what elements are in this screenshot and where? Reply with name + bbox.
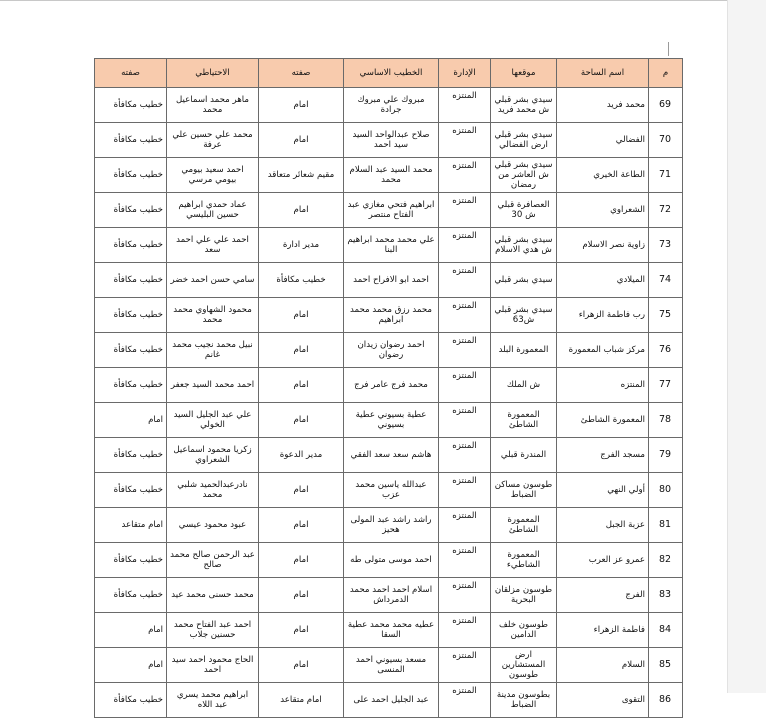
cell-main-preacher: عطيه محمد محمد عطية السقا (344, 613, 439, 648)
cell-backup: سامي حسن احمد خضر (167, 263, 259, 298)
cell-dept: المنتزه (439, 508, 491, 543)
cell-main-role: امام (259, 298, 344, 333)
table-row (95, 508, 683, 543)
crop-mark (668, 42, 669, 56)
cell-backup-role: خطيب مكافأة (95, 578, 167, 613)
cell-main-preacher: محمد فرج عامر فرج (344, 368, 439, 403)
cell-mosque: رب فاطمة الزهراء (557, 298, 649, 333)
cell-location: المعمورة الشاطئ (491, 508, 557, 543)
cell-main-preacher: عبد الجليل احمد على (344, 683, 439, 718)
cell-main-preacher: احمد رضوان زيدان رضوان (344, 333, 439, 368)
cell-dept: المنتزه (439, 123, 491, 158)
cell-backup: عماد حمدي ابراهيم حسين البليسي (167, 193, 259, 228)
cell-main-role: مدير ادارة (259, 228, 344, 263)
cell-backup-role: امام متقاعد (95, 508, 167, 543)
cell-main-role: امام (259, 403, 344, 438)
cell-num: 75 (649, 298, 683, 333)
cell-num: 78 (649, 403, 683, 438)
cell-dept: المنتزه (439, 158, 491, 193)
cell-main-role: مقيم شعائر متعاقد (259, 158, 344, 193)
cell-dept: المنتزه (439, 228, 491, 263)
cell-backup: احمد عبد الفتاح محمد حسنين جلاب (167, 613, 259, 648)
cell-num: 86 (649, 683, 683, 718)
cell-main-preacher: احمد موسى متولى طه (344, 543, 439, 578)
cell-main-role: خطيب مكافأة (259, 263, 344, 298)
cell-backup: محمود الشهاوي محمد محمد (167, 298, 259, 333)
header-mosque: اسم الساحة (557, 59, 649, 88)
cell-num: 73 (649, 228, 683, 263)
cell-dept: المنتزه (439, 683, 491, 718)
cell-backup-role: خطيب مكافأة (95, 88, 167, 123)
table-row (95, 613, 683, 648)
header-backup: الاحتياطي (167, 59, 259, 88)
cell-num: 84 (649, 613, 683, 648)
cell-mosque: أولي النهي (557, 473, 649, 508)
cell-main-role: امام (259, 368, 344, 403)
cell-backup-role: خطيب مكافأة (95, 193, 167, 228)
cell-num: 82 (649, 543, 683, 578)
header-location: موقعها (491, 59, 557, 88)
cell-location: طوسون مزلقان البحرية (491, 578, 557, 613)
cell-backup-role: خطيب مكافأة (95, 263, 167, 298)
cell-dept: المنتزه (439, 543, 491, 578)
cell-backup: زكريا محمود اسماعيل الشعراوي (167, 438, 259, 473)
cell-num: 85 (649, 648, 683, 683)
cell-main-role: امام (259, 333, 344, 368)
cell-main-preacher: مسعد بسيوني احمد المنسى (344, 648, 439, 683)
header-dept: الإدارة (439, 59, 491, 88)
cell-location: سيدي بشر قبلي ش هدي الاسلام (491, 228, 557, 263)
cell-mosque: زاوية نصر الاسلام (557, 228, 649, 263)
cell-backup-role: خطيب مكافأة (95, 158, 167, 193)
cell-mosque: الشعراوي (557, 193, 649, 228)
cell-backup: علي عبد الجليل السيد الخولي (167, 403, 259, 438)
cell-location: بطوسون مدينة الضباط (491, 683, 557, 718)
cell-backup-role: خطيب مكافأة (95, 438, 167, 473)
cell-backup-role: امام (95, 648, 167, 683)
cell-mosque: محمد فريد (557, 88, 649, 123)
cell-main-preacher: اسلام احمد احمد محمد الدمرداش (344, 578, 439, 613)
cell-num: 72 (649, 193, 683, 228)
cell-backup-role: خطيب مكافأة (95, 298, 167, 333)
cell-mosque: الفضالي (557, 123, 649, 158)
cell-mosque: المعمورة الشاطئ (557, 403, 649, 438)
table-row (95, 88, 683, 123)
cell-dept: المنتزه (439, 333, 491, 368)
cell-num: 71 (649, 158, 683, 193)
cell-num: 81 (649, 508, 683, 543)
cell-backup: نادرعبدالحميد شلبي محمد (167, 473, 259, 508)
table-row (95, 578, 683, 613)
cell-main-preacher: هاشم سعد سعد الفقي (344, 438, 439, 473)
header-backup-role: صفته (95, 59, 167, 88)
cell-backup-role: خطيب مكافأة (95, 333, 167, 368)
table-row (95, 543, 683, 578)
cell-location: طوسون خلف الدامين (491, 613, 557, 648)
cell-backup: محمد علي حسين علي عرفة (167, 123, 259, 158)
cell-main-role: امام (259, 578, 344, 613)
cell-backup-role: امام (95, 403, 167, 438)
table-row (95, 438, 683, 473)
cell-backup: احمد محمد السيد جعفر (167, 368, 259, 403)
cell-main-role: مدير الدعوة (259, 438, 344, 473)
cell-backup-role: خطيب مكافأة (95, 543, 167, 578)
cell-main-role: امام (259, 88, 344, 123)
cell-location: سيدي بشر قبلي ش العاشر من رمضان (491, 158, 557, 193)
cell-location: سيدي بشر قبلي ش63 (491, 298, 557, 333)
cell-mosque: التقوى (557, 683, 649, 718)
cell-dept: المنتزه (439, 578, 491, 613)
cell-num: 76 (649, 333, 683, 368)
cell-mosque: المنتزه (557, 368, 649, 403)
cell-backup: الحاج محمود احمد سيد احمد (167, 648, 259, 683)
cell-dept: المنتزه (439, 368, 491, 403)
cell-mosque: الفرج (557, 578, 649, 613)
table-row (95, 298, 683, 333)
cell-mosque: فاطمة الزهراء (557, 613, 649, 648)
cell-backup-role: خطيب مكافأة (95, 123, 167, 158)
table-row (95, 263, 683, 298)
cell-main-role: امام متقاعد (259, 683, 344, 718)
cell-location: المعمورة الشاطيء (491, 543, 557, 578)
cell-mosque: عزبة الجبل (557, 508, 649, 543)
cell-main-preacher: صلاح عبدالواحد السيد سيد احمد (344, 123, 439, 158)
cell-main-preacher: علي محمد محمد ابراهيم البنا (344, 228, 439, 263)
cell-num: 69 (649, 88, 683, 123)
cell-dept: المنتزه (439, 648, 491, 683)
cell-main-role: امام (259, 193, 344, 228)
cell-main-preacher: محمد رزق محمد محمد ابراهيم (344, 298, 439, 333)
cell-main-role: امام (259, 613, 344, 648)
cell-main-preacher: محمد السيد عبد السلام محمد (344, 158, 439, 193)
cell-backup: محمد حسنى محمد عيد (167, 578, 259, 613)
cell-location: سيدي بشر قبلي ش محمد فريد (491, 88, 557, 123)
page-background-gutter (728, 0, 766, 693)
cell-location: ش الملك (491, 368, 557, 403)
cell-backup: ماهر محمد اسماعيل محمد (167, 88, 259, 123)
header-main-role: صفته (259, 59, 344, 88)
cell-dept: المنتزه (439, 298, 491, 333)
cell-mosque: عمرو عز العرب (557, 543, 649, 578)
table-row (95, 228, 683, 263)
page-top-edge (0, 0, 728, 1)
cell-main-role: امام (259, 473, 344, 508)
cell-location: ارض المستشارين طوسون (491, 648, 557, 683)
cell-num: 77 (649, 368, 683, 403)
cell-dept: المنتزه (439, 473, 491, 508)
cell-main-preacher: عطية بسيوني عطية بسيوني (344, 403, 439, 438)
cell-dept: المنتزه (439, 193, 491, 228)
cell-backup-role: خطيب مكافأة (95, 683, 167, 718)
cell-dept: المنتزه (439, 403, 491, 438)
cell-backup: احمد علي علي احمد سعد (167, 228, 259, 263)
cell-location: المندرة قبلي (491, 438, 557, 473)
cell-backup-role: خطيب مكافأة (95, 473, 167, 508)
cell-location: المعمورة البلد (491, 333, 557, 368)
cell-location: المعمورة الشاطئ (491, 403, 557, 438)
table-row (95, 403, 683, 438)
cell-mosque: الطاعة الخيري (557, 158, 649, 193)
table-row (95, 648, 683, 683)
header-main-preacher: الخطيب الاساسي (344, 59, 439, 88)
preachers-table (94, 58, 683, 718)
table-row (95, 333, 683, 368)
header-num: م (649, 59, 683, 88)
cell-main-role: امام (259, 648, 344, 683)
cell-main-preacher: احمد ابو الافراح احمد (344, 263, 439, 298)
table-header-row (95, 59, 683, 88)
cell-backup: احمد سعيد بيومي بيومي مرسي (167, 158, 259, 193)
table-row (95, 193, 683, 228)
cell-location: سيدي بشر قبلي ارض الفضالي (491, 123, 557, 158)
table-row (95, 158, 683, 193)
cell-main-preacher: مبروك علي مبروك جرادة (344, 88, 439, 123)
cell-num: 80 (649, 473, 683, 508)
cell-location: العصافرة قبلي ش 30 (491, 193, 557, 228)
cell-backup: نبيل محمد نجيب محمد غانم (167, 333, 259, 368)
cell-main-role: امام (259, 543, 344, 578)
cell-main-preacher: راشد راشد عبد المولى هحيز (344, 508, 439, 543)
cell-mosque: مسجد الفرج (557, 438, 649, 473)
table-row (95, 368, 683, 403)
cell-main-preacher: ابراهيم فتحي مغازي عبد الفتاح منتصر (344, 193, 439, 228)
cell-mosque: الميلادي (557, 263, 649, 298)
cell-dept: المنتزه (439, 438, 491, 473)
cell-backup: عبود محمود عيسي (167, 508, 259, 543)
cell-dept: المنتزه (439, 613, 491, 648)
cell-mosque: مركز شباب المعمورة (557, 333, 649, 368)
cell-num: 70 (649, 123, 683, 158)
cell-dept: المنتزه (439, 88, 491, 123)
cell-main-role: امام (259, 123, 344, 158)
cell-main-preacher: عبدالله ياسين محمد عزب (344, 473, 439, 508)
table-row (95, 123, 683, 158)
cell-location: سيدي بشر قبلي (491, 263, 557, 298)
cell-backup: ابراهيم محمد يسري عبد اللاه (167, 683, 259, 718)
cell-main-role: امام (259, 508, 344, 543)
cell-backup-role: امام (95, 613, 167, 648)
cell-location: طوسون مساكن الضباط (491, 473, 557, 508)
cell-dept: المنتزه (439, 263, 491, 298)
table-row (95, 473, 683, 508)
cell-backup: عبد الرحمن صالح محمد صالح (167, 543, 259, 578)
cell-num: 79 (649, 438, 683, 473)
cell-num: 83 (649, 578, 683, 613)
table-row (95, 683, 683, 718)
cell-mosque: السلام (557, 648, 649, 683)
cell-backup-role: خطيب مكافأة (95, 368, 167, 403)
cell-num: 74 (649, 263, 683, 298)
cell-backup-role: خطيب مكافأة (95, 228, 167, 263)
